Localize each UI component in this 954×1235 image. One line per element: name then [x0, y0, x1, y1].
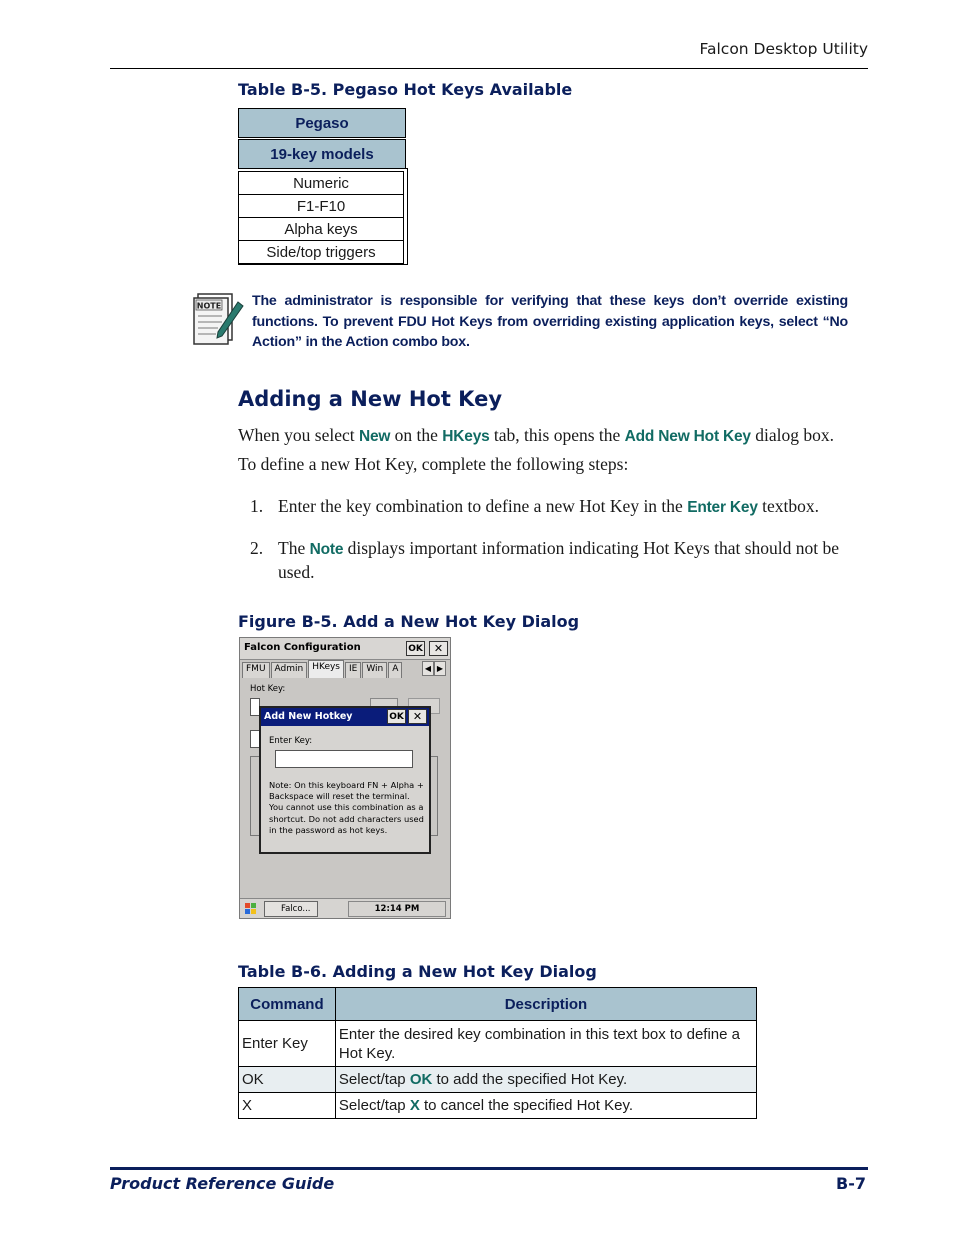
dialog-ok-button[interactable]: OK — [387, 709, 406, 724]
keyword-hkeys: HKeys — [442, 428, 490, 445]
step-text: Enter the key combination to define a new Hot Key in the Enter Key textbox. — [278, 496, 819, 516]
table-b6 — [238, 987, 757, 1119]
table-b5-row: Numeric — [238, 171, 404, 195]
taskbar-app-button[interactable] — [264, 901, 318, 917]
table-b5-header-pegaso: Pegaso — [238, 108, 406, 138]
tab-win[interactable]: Win — [362, 662, 387, 678]
table-b5-row: Alpha keys — [238, 217, 404, 241]
footer-rule — [110, 1167, 868, 1170]
tab-fmu[interactable]: FMU — [242, 662, 270, 678]
window-title: Falcon Configuration — [244, 642, 361, 653]
table-b5-body — [238, 168, 408, 265]
table-b5 — [238, 108, 408, 265]
table-row — [239, 1093, 757, 1119]
running-header: Falcon Desktop Utility — [699, 40, 868, 58]
enter-key-input[interactable] — [275, 750, 413, 768]
intro-text: dialog box. — [750, 425, 834, 445]
note-icon — [192, 290, 246, 346]
svg-text:NOTE: NOTE — [196, 301, 222, 311]
table-row — [239, 1067, 757, 1093]
taskbar-app-label: Falco... — [281, 904, 311, 914]
add-new-hotkey-dialog — [259, 706, 431, 854]
dialog-title: Add New Hotkey — [264, 711, 353, 722]
column-header-description: Description — [335, 988, 756, 1021]
tab-hkeys[interactable]: HKeys — [308, 660, 344, 678]
description-cell: Select/tap OK to add the specified Hot Key. — [335, 1067, 756, 1093]
keyword-new: New — [359, 428, 391, 445]
clock-text: 12:14 PM — [374, 904, 420, 914]
keyword-ok: OK — [409, 1071, 433, 1088]
keyword-add-new-hot-key: Add New Hot Key — [624, 428, 751, 445]
intro-text: When you select — [238, 425, 359, 445]
tab-scroll — [422, 661, 446, 676]
chevron-right-icon[interactable]: ▶ — [434, 661, 446, 676]
table-b5-caption: Table B-5. Pegaso Hot Keys Available — [238, 80, 573, 99]
window-close-button[interactable]: ✕ — [429, 641, 448, 656]
enter-key-label: Enter Key: — [269, 736, 313, 746]
command-cell: Enter Key — [239, 1021, 336, 1067]
command-cell: X — [239, 1093, 336, 1119]
dialog-note-text: Note: On this keyboard FN + Alpha + Backspace will reset the terminal. You cannot use this combination as a shortcut. Do not add characters used in the password as hot keys. — [269, 780, 424, 835]
intro-text: on the — [390, 425, 443, 445]
header-rule — [110, 68, 868, 69]
tab-ie[interactable]: IE — [345, 662, 361, 678]
keyword-enter-key: Enter Key — [687, 499, 758, 516]
table-b5-header-models: 19-key models — [238, 139, 406, 169]
intro-text: tab, this opens the — [489, 425, 625, 445]
dialog-close-button[interactable]: ✕ — [408, 709, 427, 724]
page-number: B-7 — [836, 1174, 866, 1193]
description-cell: Select/tap X to cancel the specified Hot Key. — [335, 1093, 756, 1119]
keyword-note: Note — [309, 541, 344, 558]
tab-a[interactable]: A — [388, 662, 402, 678]
tab-strip — [242, 662, 448, 678]
instruction-paragraph: To define a new Hot Key, complete the following steps: — [238, 454, 629, 474]
step-number: 1. — [250, 496, 264, 516]
window-ok-button[interactable]: OK — [406, 641, 425, 656]
figure-caption: Figure B-5. Add a New Hot Key Dialog — [238, 612, 580, 631]
command-cell: OK — [239, 1067, 336, 1093]
section-heading: Adding a New Hot Key — [238, 387, 503, 411]
tab-admin[interactable]: Admin — [271, 662, 308, 678]
intro-paragraph — [238, 424, 834, 448]
hotkey-label: Hot Key: — [250, 684, 286, 694]
dialog-titlebar — [261, 708, 429, 726]
step-number: 2. — [250, 538, 264, 558]
table-b5-row: Side/top triggers — [238, 240, 404, 264]
taskbar — [240, 898, 450, 918]
screenshot-figure — [239, 637, 451, 919]
table-b5-row: F1-F10 — [238, 194, 404, 218]
window-titlebar — [240, 638, 450, 660]
chevron-left-icon[interactable]: ◀ — [422, 661, 434, 676]
note-text: The administrator is responsible for verifying that these keys don’t override existing functions. To prevent FDU Hot Keys from overriding existing application keys, select “No Action” in the Action combo box. — [252, 293, 848, 351]
column-header-command: Command — [239, 988, 336, 1021]
description-cell: Enter the desired key combination in this text box to define a Hot Key. — [335, 1021, 756, 1067]
system-tray — [348, 901, 446, 917]
table-row — [239, 1021, 757, 1067]
windows-start-icon[interactable] — [242, 901, 260, 917]
step-text: The Note displays important information indicating Hot Keys that should not be used. — [278, 538, 840, 582]
keyword-x: X — [409, 1097, 420, 1114]
footer-title: Product Reference Guide — [110, 1174, 335, 1193]
table-b6-caption: Table B-6. Adding a New Hot Key Dialog — [238, 962, 597, 981]
